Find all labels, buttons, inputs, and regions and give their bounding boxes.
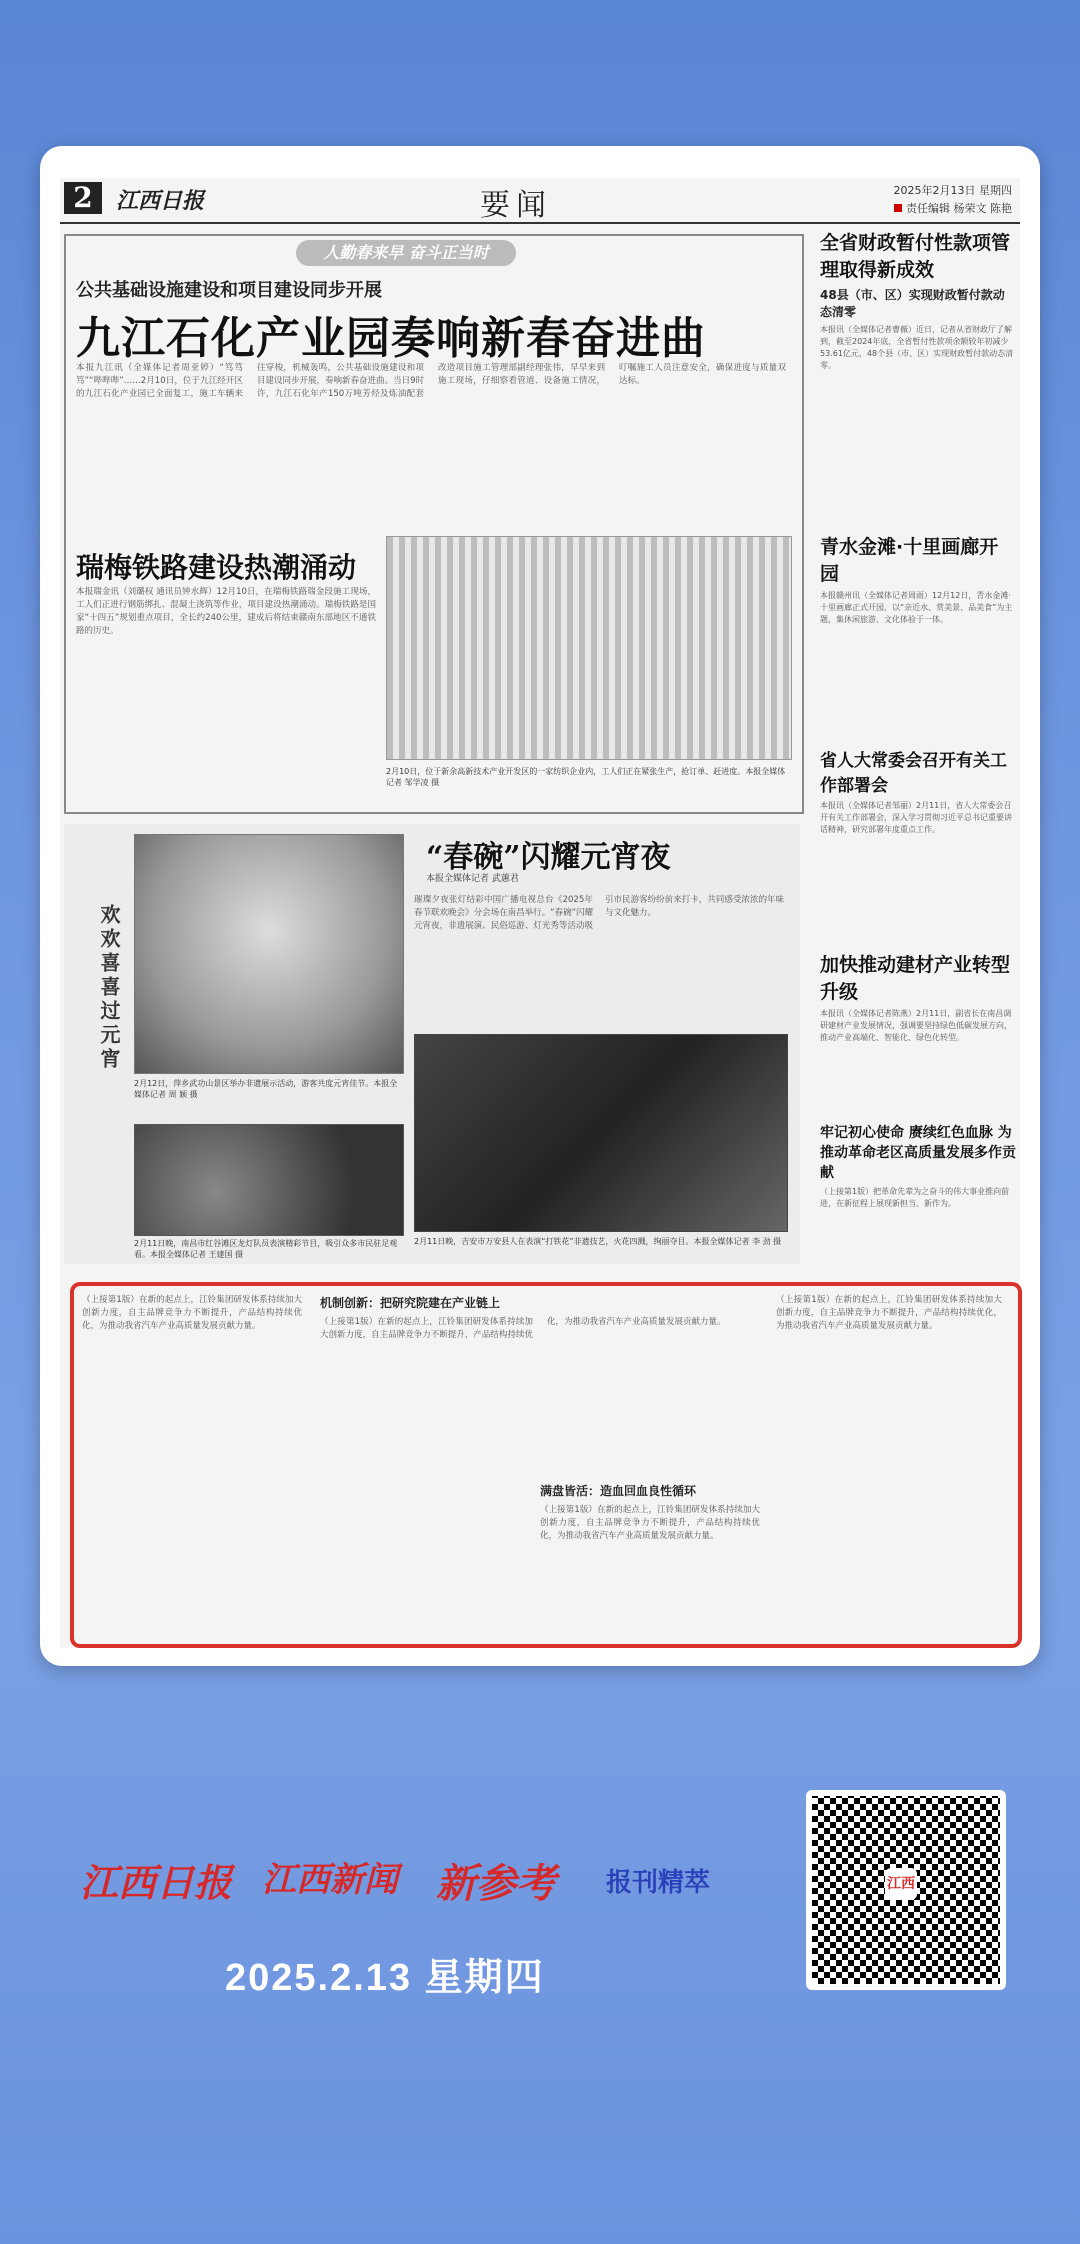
newspaper-page — [60, 178, 1020, 1648]
slogan-banner: 人勤春来早 奋斗正当时 — [296, 240, 516, 266]
continued-subhead-1: 机制创新：把研究院建在产业链上 — [320, 1296, 501, 1310]
continued-body-1: （上接第1版）在新的起点上，江铃集团研发体系持续加大创新力度，自主品牌竞争力不断提升，产品结构持续优化，为推动我省汽车产业高质量发展贡献力量。 — [82, 1295, 302, 1331]
right-article-4 — [820, 950, 1016, 1116]
highlighted-article — [70, 1282, 1022, 1648]
qr-brand-logo: 江西 — [885, 1868, 917, 1900]
logo-jiangxi-news: 江西新闻 — [262, 1860, 398, 1900]
feature-headline: “春碗”闪耀元宵夜 — [426, 840, 671, 875]
caption-2: 2月11日晚，南昌市红谷滩区龙灯队员表演精彩节目，吸引众多市民驻足观看。本报全媒体记者 王建国 摄 — [134, 1239, 398, 1259]
paper-masthead: 江西日报 — [116, 188, 205, 214]
right-headline-2: 青水金滩·十里画廊开园 — [820, 536, 999, 585]
fire-show-photo — [414, 1034, 788, 1232]
continued-subhead-2: 满盘皆活：造血回血良性循环 — [540, 1484, 697, 1498]
right-body-2: 本报赣州讯（全媒体记者周雨）12月12日，青水金滩·十里画廊正式开园，以“亲近水、赏美景、品美食”为主题，集休闲旅游、文化体验于一体。 — [820, 591, 1013, 624]
footer-date: 2025.2.13 星期四 — [225, 1957, 545, 1999]
costume-performers-photo — [134, 834, 404, 1074]
feature-body: 璀璨夕夜张灯结彩中国广播电视总台《2025年春节联欢晚会》分会场在南昌举行。“春碗”闪耀元宵夜，非遗展演、民俗巡游、灯光秀等活动吸引市民游客纷纷前来打卡，共同感受浓浓的年味与文化魅力。 — [414, 895, 784, 931]
right-article-2 — [820, 532, 1016, 742]
page-header — [60, 178, 1020, 224]
right-body-4: 本报讯（全媒体记者陈燕）2月11日，副省长在南昌调研建材产业发展情况，强调要坚持绿色低碳发展方向，推动产业高端化、智能化、绿色化转型。 — [820, 1009, 1012, 1042]
second-body: 本报瑞金讯（刘璐权 通讯员钟水辉）12月10日，在瑞梅铁路瑞金段施工现场，工人们正进行钢筋绑扎、混凝土浇筑等作业，项目建设热潮涌动。瑞梅铁路是国家“十四五”规划重点项目，全长约240公里，建成后将结束赣南东部地区不通铁路的历史。 — [76, 587, 376, 636]
lead-headline: 九江石化产业园奏响新春奋进曲 — [76, 313, 706, 364]
right-article-1 — [820, 228, 1016, 528]
logo-jiangxi-daily: 江西日报 — [80, 1860, 233, 1905]
section-title: 要闻 — [480, 188, 552, 223]
right-headline-4: 加快推动建材产业转型升级 — [820, 954, 1011, 1003]
issue-date: 2025年2月13日 星期四 — [893, 184, 1012, 197]
feature-vertical-title: 欢欢喜喜过元宵 — [97, 904, 121, 1072]
right-body-3: 本报讯（全媒体记者邹丽）2月11日，省人大常委会召开有关工作部署会，深入学习贯彻习近平总书记重要讲话精神，研究部署年度重点工作。 — [820, 801, 1012, 834]
caption-3: 2月11日晚，吉安市万安县人在表演“打铁花”非遗技艺，火花四溅，绚丽夺目。本报全媒体记者 李 劲 摄 — [414, 1237, 782, 1246]
right-sub-1: 48县（市、区）实现财政暂付款动态清零 — [820, 288, 1005, 319]
second-headline: 瑞梅铁路建设热潮涌动 — [76, 551, 357, 584]
continued-body-3: （上接第1版）在新的起点上，江铃集团研发体系持续加大创新力度，自主品牌竞争力不断提升，产品结构持续优化，为推动我省汽车产业高质量发展贡献力量。 — [540, 1505, 760, 1541]
right-headline-3: 省人大常委会召开有关工作部署会 — [820, 751, 1007, 796]
right-article-3 — [820, 746, 1016, 946]
logo-digest: 报刊精萃 — [606, 1868, 711, 1898]
caption-1: 2月12日，萍乡武功山景区举办非遗展示活动，游客共度元宵佳节。本报全媒体记者 周 颖 摄 — [134, 1079, 398, 1099]
lead-body: 本报九江讯（全媒体记者周亚婷）“笃笃笃”“哔哔哔”……2月10日，位于九江经开区的九江石化产业园已全面复工，施工车辆来往穿梭，机械轰鸣，公共基础设施建设和项目建设同步开展，奏响新春奋进曲。当日9时许，九江石化年产150万吨芳烃及炼油配套改造项目施工管理部副经理张伟，早早来到施工现场，仔细察看管道、设备施工情况，叮嘱施工人员注意安全，确保进度与质量双达标。 — [76, 363, 786, 399]
newspaper-card — [40, 146, 1040, 1666]
page-number: 2 — [64, 182, 102, 214]
right-headline-1: 全省财政暂付性款项管理取得新成效 — [820, 232, 1011, 281]
textile-factory-photo — [386, 536, 792, 760]
right-headline-5: 牢记初心使命 赓续红色血脉 为推动革命老区高质量发展多作贡献 — [820, 1125, 1016, 1181]
dragon-dance-photo — [134, 1124, 404, 1236]
textile-photo-caption: 2月10日，位于新余高新技术产业开发区的一家纺织企业内，工人们正在紧张生产，抢订单、赶进度。本报全媒体记者 邹学凌 摄 — [386, 767, 786, 787]
lead-story-box — [64, 234, 804, 814]
editor-credit: 责任编辑 杨荣文 陈艳 — [894, 200, 1012, 216]
feature-byline: 本报全媒体记者 武蕙君 — [426, 874, 519, 884]
right-body-1: 本报讯（全媒体记者曹薇）近日，记者从省财政厅了解到，截至2024年底，全省暂付性款项余额较年初减少53.61亿元，48个县（市、区）实现财政暂付款动态清零。 — [820, 325, 1014, 370]
right-body-5: （上接第1版）把革命先辈为之奋斗的伟大事业推向前进，在新征程上展现新担当、新作为。 — [820, 1187, 1010, 1208]
continued-body-4: （上接第1版）在新的起点上，江铃集团研发体系持续加大创新力度，自主品牌竞争力不断提升，产品结构持续优化，为推动我省汽车产业高质量发展贡献力量。 — [776, 1295, 1002, 1331]
lead-kicker: 公共基础设施建设和项目建设同步开展 — [76, 280, 382, 301]
logo-new-reference: 新参考 — [436, 1860, 556, 1907]
continued-body-2: （上接第1版）在新的起点上，江铃集团研发体系持续加大创新力度，自主品牌竞争力不断提升，产品结构持续优化，为推动我省汽车产业高质量发展贡献力量。 — [320, 1317, 726, 1340]
right-article-5 — [820, 1122, 1016, 1272]
lantern-festival-feature — [64, 824, 800, 1264]
